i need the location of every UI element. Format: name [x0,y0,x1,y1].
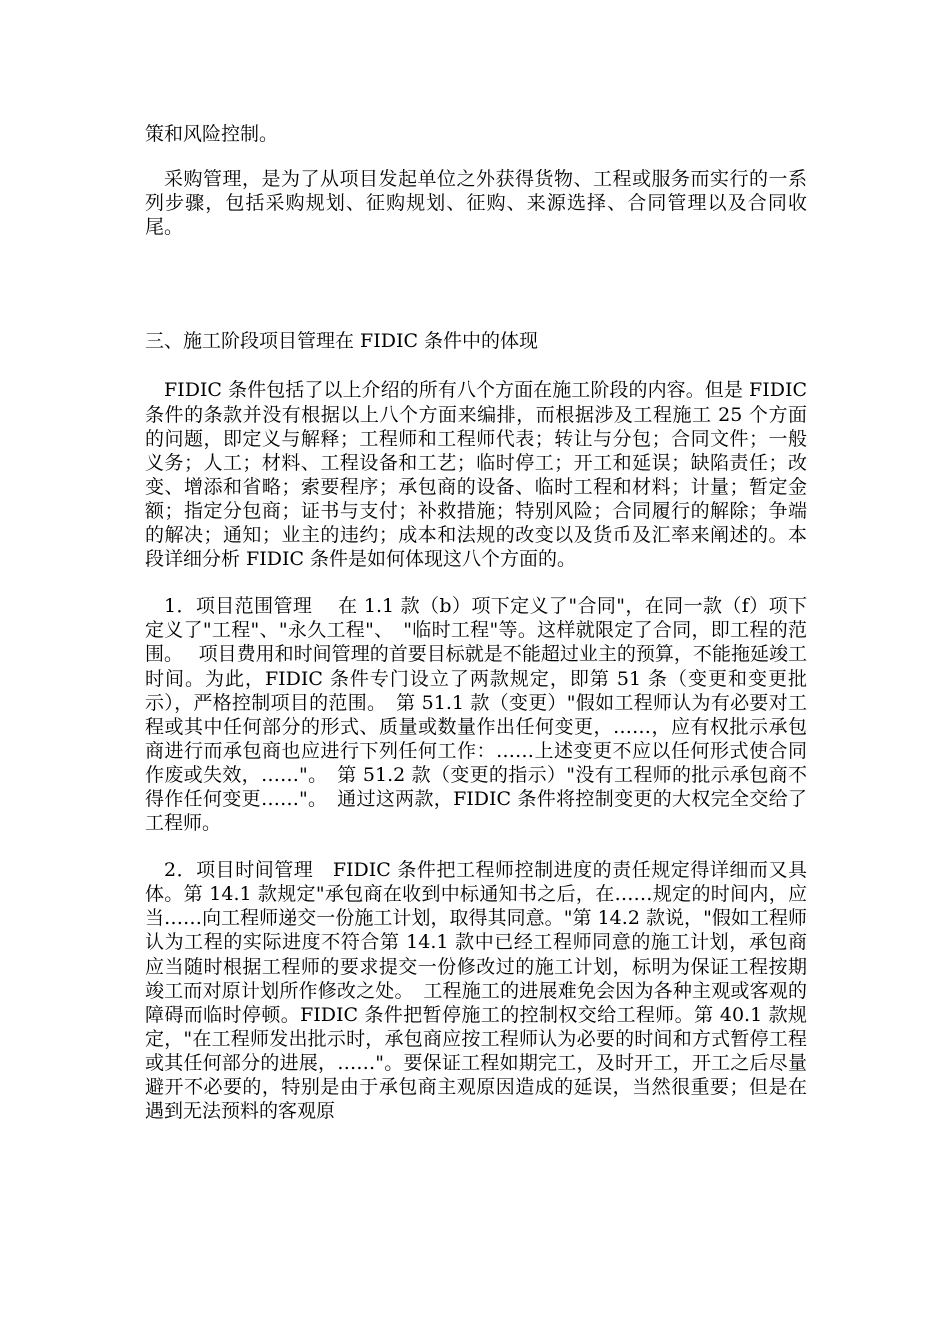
section-heading-fidic: 三、施工阶段项目管理在 FIDIC 条件中的体现 [145,330,539,353]
paragraph-risk-control-end: 策和风险控制。 [145,123,279,145]
paragraph-fidic-overview: FIDIC 条件包括了以上介绍的所有八个方面在施工阶段的内容。但是 FIDIC 条件的条款并没有根据以上八个方面来编排，而根据涉及工程施工 25 个方面的问题，即定义与解释；工程师和工程师代表；转让与分包；合同文件；一般义务；人工；材料、工程设备和工艺；临时停工；开工和延误；缺陷责任；改变、增添和省略；索要程序；承包商的设备、临时工程和材料；计量；暂定金额；指定分包商；证书与支付；补救措施；特别风险；合同履行的解除；争端的解决；通知；业主的违约；成本和法规的改变以及货币及汇率来阐述的。本段详细分析 FIDIC 条件是如何体现这八个方面的。 [145,379,807,571]
document-body [145,122,807,1123]
paragraph-scope-management: 1．项目范围管理 在 1.1 款（b）项下定义了"合同"，在同一款（f）项下定义了"工程"、"永久工程"、 "临时工程"等。这样就限定了合同，即工程的范围。 项目费用和时间管理的首要目标就是不能超过业主的预算，不能拖延竣工时间。为此，FIDIC 条件专门设立了两款规定，即第 51 条（变更和变更批示），严格控制项目的范围。 第 51.1 款（变更）"假如工程师认为有必要对工程或其中任何部分的形式、质量或数量作出任何变更，……，应有权批示承包商进行而承包商也应进行下列任何工作：……上述变更不应以任何形式使合同作废或失效，……"。 第 51.2 款（变更的指示）"没有工程师的批示承包商不得作任何变更……"。 通过这两款，FIDIC 条件将控制变更的大权完全交给了工程师。 [145,595,807,835]
paragraph-time-management: 2．项目时间管理 FIDIC 条件把工程师控制进度的责任规定得详细而又具体。第 14.1 款规定"承包商在收到中标通知书之后，在……规定的时间内，应当……向工程师递交一份施工计划，取得其同意。"第 14.2 款说，"假如工程师认为工程的实际进度不符合第 14.1 款中已经工程师同意的施工计划，承包商应当随时根据工程师的要求提交一份修改过的施工计划，标明为保证工程按期竣工而对原计划所作修改之处。 工程施工的进展难免会因为各种主观或客观的障碍而临时停顿。FIDIC 条件把暂停施工的控制权交给工程师。第 40.1 款规定，"在工程师发出批示时，承包商应按工程师认为必要的时间和方式暂停工程或其任何部分的进展，……"。要保证工程如期完工，及时开工，开工之后尽量避开不必要的，特别是由于承包商主观原因造成的延误，当然很重要；但是在遇到无法预料的客观原 [145,859,807,1123]
paragraph-procurement-management: 采购管理，是为了从项目发起单位之外获得货物、工程或服务而实行的一系列步骤，包括采购规划、征购规划、征购、来源选择、合同管理以及合同收尾。 [145,168,807,239]
